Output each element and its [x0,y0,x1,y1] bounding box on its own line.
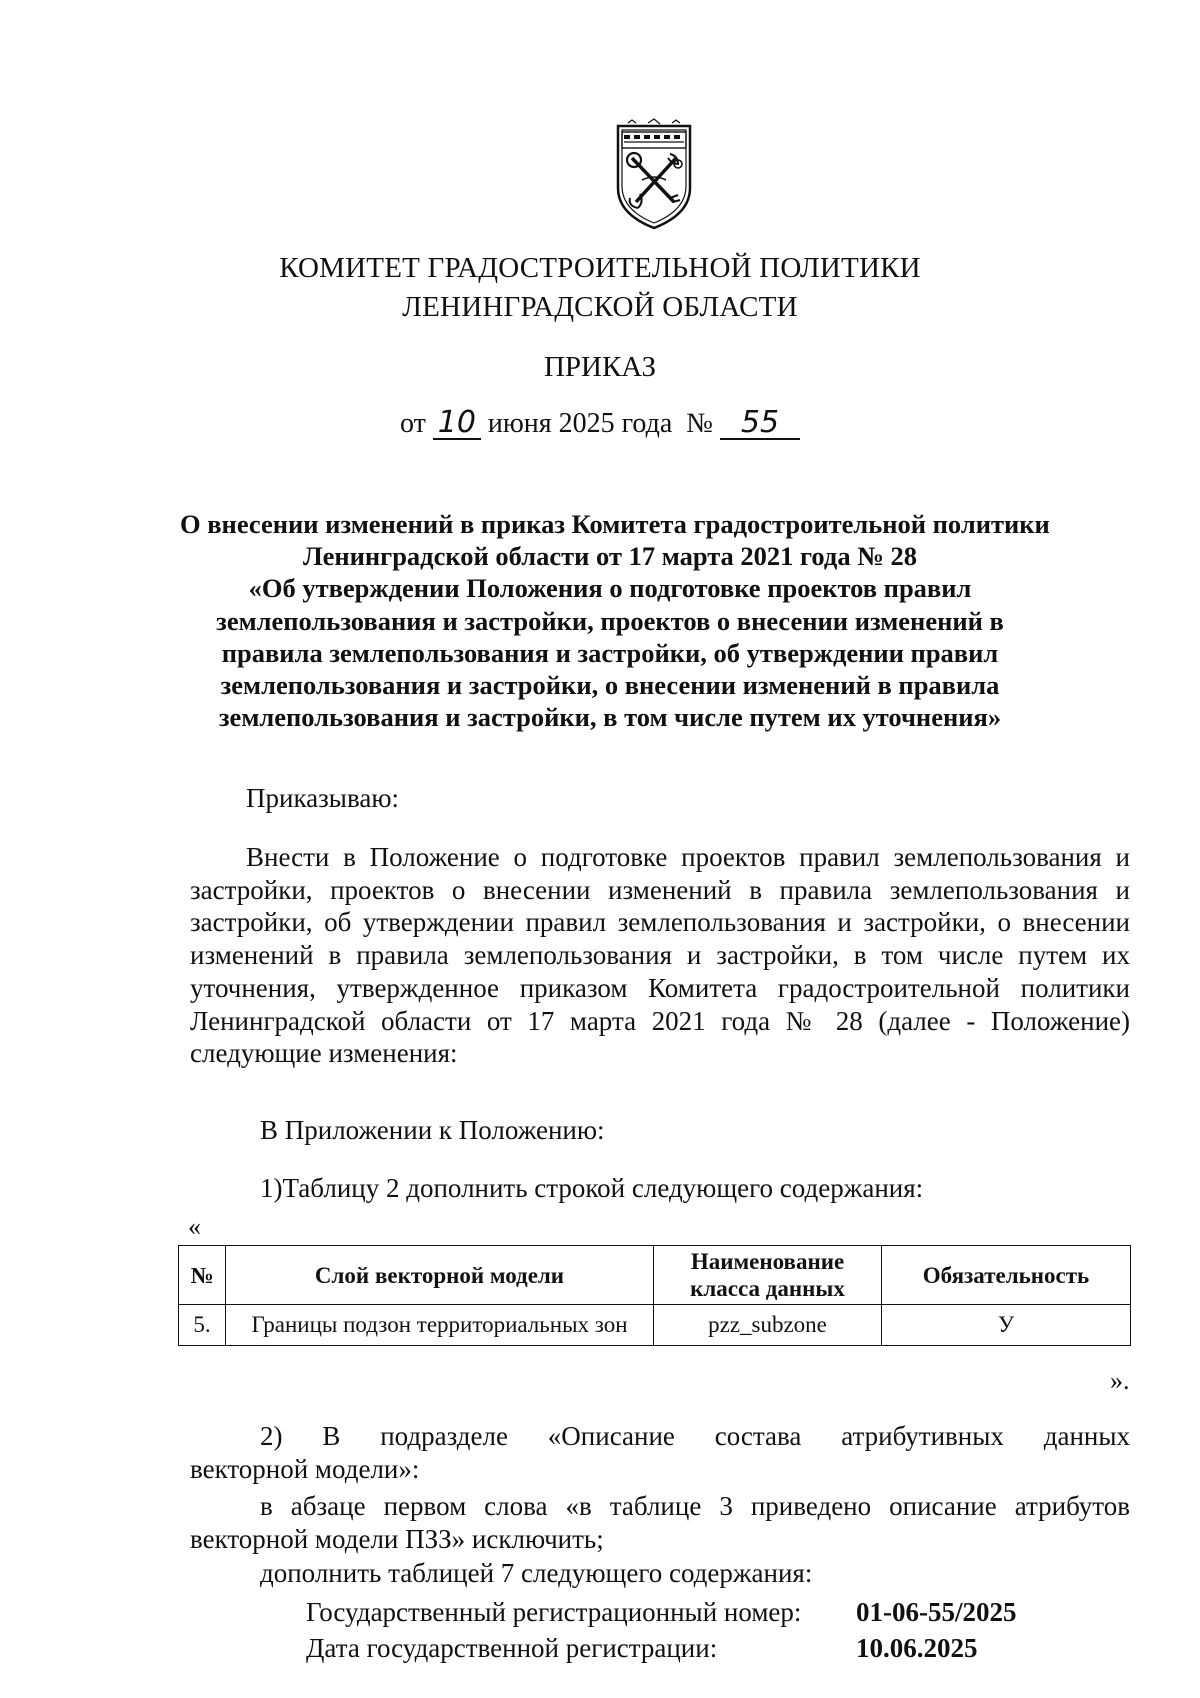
registration-date-label: Дата государственной регистрации: [306,1633,718,1663]
document-type: ПРИКАЗ [543,351,657,383]
title-line: землепользования и застройки, о внесении изменений в правила [220,670,1000,701]
item-2-line: 2) В подразделе «Описание состава атрибутивных данных [260,1421,1130,1451]
item-2-sub-1 [190,1490,1130,1555]
handwritten-number: 55 [720,408,800,440]
title-line: О внесении изменений в приказ Комитета градостроительной политики [180,509,1050,539]
body-line: Внести в Положение о подготовке проектов правил землепользования и [246,842,1130,872]
body-line: изменений в правила землепользования и застройки, в том числе путем их [190,940,1130,971]
item-2-sub-1-line: в абзаце первом слова «в таблице 3 приведено описание атрибутов [260,1491,1130,1521]
title-line: «Об утверждении Положения о подготовке проектов правил [248,573,972,604]
date-month-year: июня 2025 года [487,408,673,439]
order-title [180,508,1050,733]
item-2-sub-1-line: векторной модели ПЗЗ» исключить; [190,1523,604,1554]
body-line: Ленинградской области от 17 марта 2021 года № 28 (далее - Положение) [190,1005,1130,1036]
number-sign: № [686,408,713,439]
table-row [179,1305,1131,1346]
org-name-line1: КОМИТЕТ ГРАДОСТРОИТЕЛЬНОЙ ПОЛИТИКИ [279,252,921,284]
item-1: 1)Таблицу 2 дополнить строкой следующего содержания: [260,1173,924,1203]
registration-number-label: Государственный регистрационный номер: [306,1597,802,1627]
table-header-cell: Наименование класса данных [654,1246,882,1305]
registration-number-value: 01-06-55/2025 [856,1597,1017,1627]
body-paragraph [190,841,1130,1070]
inserted-row-table [178,1245,1131,1346]
table-cell: У [882,1305,1131,1346]
registration-date-row [306,1633,978,1664]
body-line: следующие изменения: [190,1038,458,1069]
table-header-cell: № [179,1246,226,1305]
order-word: Приказываю: [246,783,399,813]
quote-open: « [188,1212,201,1241]
table-cell: Границы подзон территориальных зон [226,1305,654,1346]
registration-date-value: 10.06.2025 [856,1633,978,1663]
body-line: уточнения, утвержденное приказом Комитета градостроительной политики [190,972,1130,1003]
title-line: правила землепользования и застройки, об утверждении правил [221,637,999,668]
org-name-line2: ЛЕНИНГРАДСКОЙ ОБЛАСТИ [402,291,798,323]
appendix-intro: В Приложении к Положению: [260,1115,605,1145]
date-number-line [0,405,1200,440]
item-2 [190,1420,1130,1485]
date-prefix: от [399,408,426,439]
table-header-cell: Обязательность [882,1246,1131,1305]
item-2-sub-2: дополнить таблицей 7 следующего содержания: [260,1558,813,1588]
body-line: застройки, проектов о внесении изменений в правила землепользования и [190,874,1130,905]
item-2-line: векторной модели»: [190,1453,420,1484]
registration-number-row [306,1597,1016,1628]
table-header-cell: Слой векторной модели [226,1246,654,1305]
title-line: землепользования и застройки, проектов о внесении изменений в [216,605,1004,636]
table-header-row [179,1246,1131,1305]
title-line: землепользования и застройки, в том числе путем их уточнения» [218,702,1002,733]
handwritten-day: 10 [433,408,481,440]
title-line: Ленинградской области от 17 марта 2021 года № 28 [303,541,917,572]
quote-close: ». [1110,1366,1130,1395]
table-cell: pzz_subzone [654,1305,882,1346]
body-line: застройки, об утверждении правил землепользования и застройки, о внесении [190,907,1130,938]
coat-of-arms-icon [612,118,696,230]
table-cell: 5. [179,1305,226,1346]
